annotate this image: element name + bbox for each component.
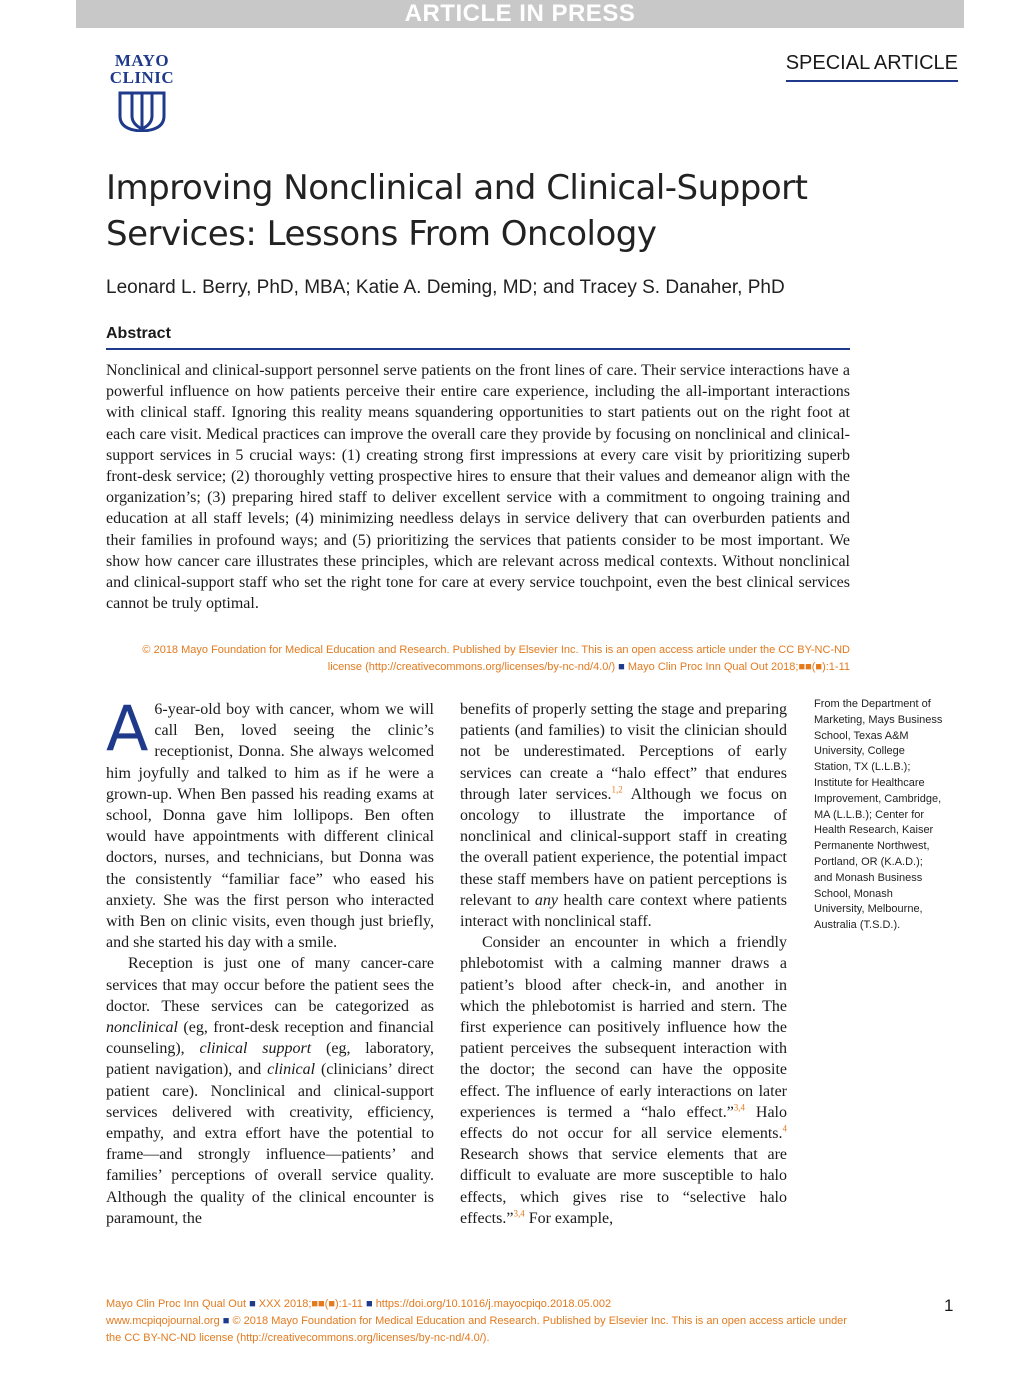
paragraph-text: Halo effects do not occur for all service elements. xyxy=(460,1103,787,1143)
logo-line1: MAYO xyxy=(114,51,170,70)
body-paragraph xyxy=(106,692,434,953)
journal-citation: Mayo Clin Proc Inn Qual Out 2018;■■(■):1-11 xyxy=(627,661,850,673)
paragraph-text: benefits of properly setting the stage and preparing patients (and families) to visit the clinician should not be underestimated. Perceptions of early services can create a “halo effect” that endures through later services. xyxy=(460,701,787,803)
paragraph-text: (clinicians’ direct patient care). Nonclinical and clinical-support services delivered with creativity, efficiency, empathy, and extra effort have the potential to frame—and strongly influence—patients’ and families’ perceptions of overall service quality. Although the quality of the clinical encounter is paramount, the xyxy=(106,1061,434,1227)
paragraph-text: Although we focus on oncology to illustrate the importance of nonclinical and clinical-support staff in creating the overall patient experience, the potential impact these staff members have on patient perceptions is relevant to xyxy=(460,785,788,909)
body-paragraph xyxy=(106,953,434,1229)
paragraph-text: health care context where patients interact with nonclinical staff. xyxy=(460,891,788,931)
body-paragraph xyxy=(460,932,787,1229)
mayo-shield-icon xyxy=(117,90,167,132)
footer-license-link[interactable]: the CC BY-NC-ND license (http://creativecommons.org/licenses/by-nc-nd/4.0/). xyxy=(106,1332,490,1344)
author-affiliations: From the Department of Marketing, Mays Business School, Texas A&M University, College Station, TX (L.L.B.); Institute for Healthcare Improvement, Cambridge, MA (L.L.B.); Center for Health Research, Kaiser Permanente Northwest, Portland, OR (K.A.D.); and Monash Business School, Monash University, Melbourne, Australia (T.S.D.). xyxy=(814,698,943,932)
journal-name: Mayo Clin Proc Inn Qual Out xyxy=(106,1298,247,1310)
body-column-2 xyxy=(460,699,787,1229)
separator-square: ■ xyxy=(618,661,625,673)
italic-term: clinical support xyxy=(199,1040,312,1058)
separator-square: ■ xyxy=(249,1298,256,1310)
reference-link[interactable]: 3,4 xyxy=(513,1208,525,1219)
article-in-press-banner: ARTICLE IN PRESS xyxy=(76,0,964,28)
paragraph-text: (eg, laboratory, patient navigation), and xyxy=(106,1040,434,1079)
paragraph-text: Consider an encounter in which a friendly phlebotomist with a calming manner draws a patient’s blood after check-in, and another in which the phlebotomist is harried and stern. The first experience can positively influence how the patient perceives the subsequent interaction with the doctor; the second can have the opposite effect. The influence of early interactions on later experiences is termed a “halo effect.” xyxy=(460,934,787,1121)
paragraph-text: For example, xyxy=(524,1209,614,1227)
journal-website-link[interactable]: www.mcpiqojournal.org xyxy=(106,1315,220,1327)
page-number: 1 xyxy=(944,1296,954,1315)
logo-line2: CLINIC xyxy=(109,68,175,87)
mayo-clinic-logo[interactable] xyxy=(106,52,178,132)
paragraph-text: 6-year-old boy with cancer, whom we will call Ben, loved seeing the clinic’s receptionist, Donna. She always welcomed him joyfully and talked to him as if he were a grown-up. When Ben passed his reading exams at school, Donna gave him lollipops. Ben often would have appointments with different clinical doctors, nurses, and technicians, but Donna was the consistently “familiar face” who eased his anxiety. She was the first person who interacted with Ben on clinic visits, even though just briefly, and she started his day with a smile. xyxy=(106,701,434,952)
special-article-label: SPECIAL ARTICLE xyxy=(786,52,958,82)
copyright-notice xyxy=(106,642,850,676)
abstract-heading: Abstract xyxy=(106,325,850,350)
italic-term: clinical xyxy=(267,1061,316,1079)
footer-copyright: © 2018 Mayo Foundation for Medical Education and Research. Published by Elsevier Inc. This is an open access article under xyxy=(232,1315,847,1327)
reference-link[interactable]: 3,4 xyxy=(733,1102,746,1113)
body-column-1 xyxy=(106,692,434,1229)
reference-link[interactable]: 4 xyxy=(782,1123,787,1134)
paragraph-text: Reception is just one of many cancer-care services that may occur before the patient sees the doctor. These services can be categorized as xyxy=(106,955,434,1015)
separator-square: ■ xyxy=(365,1298,373,1310)
article-title: Improving Nonclinical and Clinical-Support Services: Lessons From Oncology xyxy=(106,168,808,254)
drop-cap: A xyxy=(106,692,149,765)
license-link[interactable]: license (http://creativecommons.org/licenses/by-nc-nd/4.0/) xyxy=(327,661,616,673)
paragraph-text: Research shows that service elements that are difficult to evaluate are more susceptible to halo effects, which gives rise to “selective halo effects.” xyxy=(460,1146,787,1227)
abstract-text: Nonclinical and clinical-support personnel serve patients on the front lines of care. Their service interactions have a powerful influence on how patients perceive their entire care experience, including the all-important interactions with clinical staff. Ignoring this reality means squandering opportunities to start patients out on the right foot at each care visit. Medical practices can improve the overall care they provide by focusing on nonclinical and clinical-support services in 5 crucial ways: (1) creating strong first impressions at every care visit by prioritizing superb front-desk service; (2) thoroughly vetting prospective hires to ensure that their values and demeanor align with the organization’s; (3) preparing hired staff to deliver excellent service with a commitment to ongoing training and education at all staff levels; (4) minimizing needless delays in service delivery that can overburden patients and their families in profound ways; and (5) prioritizing the services that patients consider to be most important. We show how cancer care illustrates these principles, which are relevant across medical contexts. Without nonclinical and clinical-support staff who set the right tone for care at every service touchpoint, even the best clinical services cannot be truly optimal. xyxy=(106,362,850,613)
copyright-line1: © 2018 Mayo Foundation for Medical Education and Research. Published by Elsevier Inc. This is an open access article under the CC BY-NC-ND xyxy=(142,644,850,656)
separator-square: ■ xyxy=(222,1315,230,1327)
doi-link[interactable]: https://doi.org/10.1016/j.mayocpiqo.2018.05.002 xyxy=(375,1298,612,1310)
author-list: Leonard L. Berry, PhD, MBA; Katie A. Deming, MD; and Tracey S. Danaher, PhD xyxy=(106,277,785,298)
issue-citation: XXX 2018;■■(■):1-11 xyxy=(258,1298,363,1310)
reference-link[interactable]: 1,2 xyxy=(611,784,623,795)
page-footer xyxy=(106,1296,906,1347)
paragraph-text: (eg, front-desk reception and financial counseling), xyxy=(106,1019,434,1058)
italic-term: nonclinical xyxy=(106,1019,178,1037)
body-paragraph xyxy=(460,699,787,932)
italic-term: any xyxy=(534,891,559,909)
